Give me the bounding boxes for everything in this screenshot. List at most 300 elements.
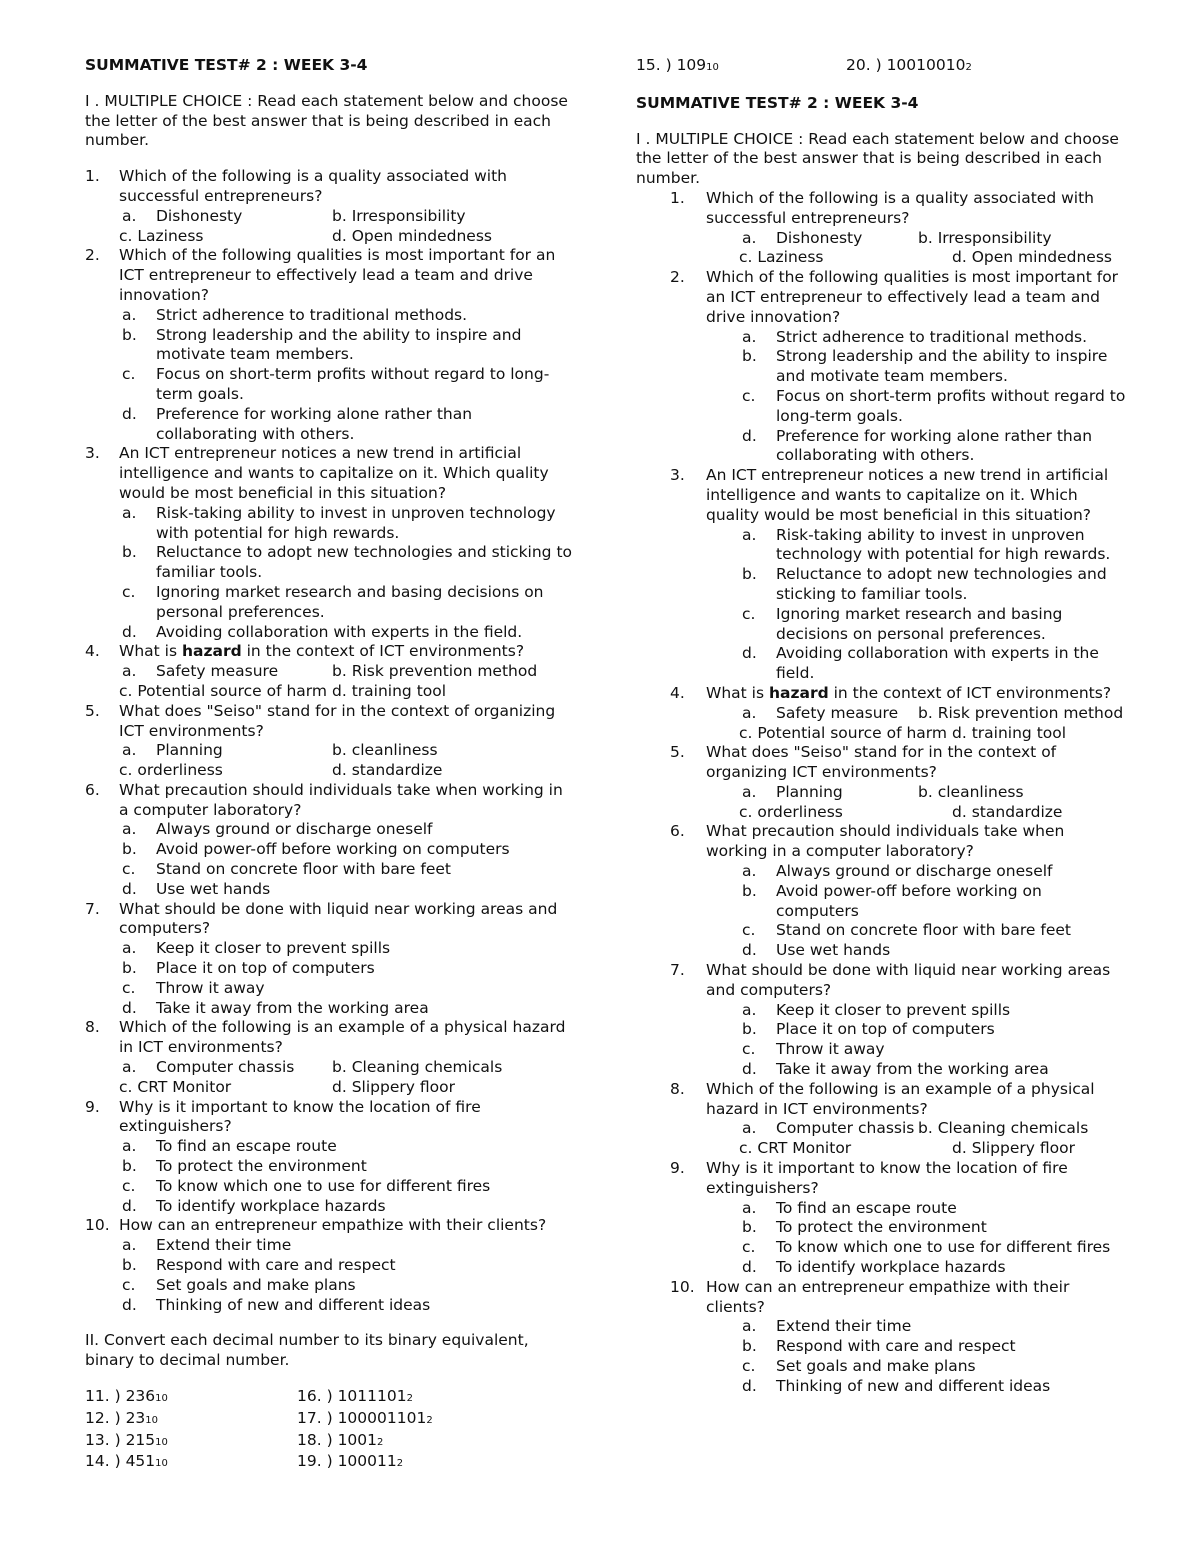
question-text-part: in the context of ICT environments? <box>241 642 525 661</box>
option-letter: d. <box>742 1060 757 1079</box>
question-number: 6. <box>85 780 100 799</box>
option-letter: a. <box>122 206 137 225</box>
conversion-base: 2 <box>406 1393 413 1404</box>
option-row <box>636 783 1126 803</box>
option-letter: b. <box>742 347 757 366</box>
option-text: orderliness <box>757 802 843 821</box>
option-text: Thinking of new and different ideas <box>156 1295 431 1314</box>
option-row <box>85 227 575 247</box>
option-text: Safety measure <box>776 703 899 722</box>
option-a <box>636 526 1126 566</box>
question-number: 5. <box>670 743 685 762</box>
question-text: Which of the following qualities is most important for an ICT entrepreneur to effectively lead a team and drive innovation? <box>706 268 1119 326</box>
option-a <box>636 328 1126 348</box>
conversion-list <box>85 1387 575 1474</box>
option-letter: d. <box>122 998 137 1017</box>
option-row <box>636 704 1126 724</box>
option-text: standardize <box>351 761 443 780</box>
question-10 <box>636 1278 1126 1318</box>
option-c <box>119 682 332 702</box>
option-letter: c. <box>119 226 133 245</box>
part2-instructions: II. Convert each decimal number to its binary equivalent, binary to decimal number. <box>85 1331 529 1370</box>
conversion-value: 236 <box>125 1387 156 1405</box>
option-c <box>85 365 575 405</box>
option-text: Ignoring market research and basing decisions on personal preferences. <box>776 604 1063 643</box>
conversion-row-top <box>636 56 1126 78</box>
conversion-item-20: 20. ) 100100102 <box>846 56 972 74</box>
option-b <box>332 207 575 227</box>
option-c <box>739 803 952 823</box>
question-5 <box>85 702 575 742</box>
option-b <box>918 229 1126 249</box>
option-row <box>85 1058 575 1078</box>
option-row <box>85 1078 575 1098</box>
option-letter: d. <box>952 1139 967 1158</box>
question-number: 3. <box>85 444 100 463</box>
option-text: Potential source of harm <box>137 681 328 700</box>
option-letter: d. <box>742 1376 757 1395</box>
option-letter: b. <box>122 1157 137 1176</box>
option-text: Strong leadership and the ability to inspire and motivate team members. <box>776 347 1108 386</box>
option-text: Laziness <box>137 226 204 245</box>
option-a <box>85 306 575 326</box>
conversion-item <box>85 1431 297 1453</box>
option-letter: b. <box>332 741 347 760</box>
option-b <box>918 1119 1126 1139</box>
question-number: 9. <box>670 1159 685 1178</box>
option-b <box>918 704 1126 724</box>
option-text: Slippery floor <box>351 1077 455 1096</box>
option-letter: b. <box>122 840 137 859</box>
option-letter: d. <box>742 426 757 445</box>
option-text: To identify workplace hazards <box>776 1258 1006 1277</box>
option-text: To find an escape route <box>156 1137 337 1156</box>
option-a <box>122 1058 332 1078</box>
option-text: Stand on concrete floor with bare feet <box>776 921 1071 940</box>
option-row <box>636 248 1126 268</box>
question-8 <box>636 1080 1126 1120</box>
conversion-item <box>85 1387 297 1409</box>
question-text: An ICT entrepreneur notices a new trend in artificial intelligence and wants to capitalize on it. Which quality would be most beneficial in this situation? <box>119 444 549 502</box>
option-letter: b. <box>742 565 757 584</box>
option-d <box>636 1377 1126 1397</box>
question-text: How can an entrepreneur empathize with their clients? <box>706 1277 1070 1316</box>
question-4 <box>85 642 575 662</box>
option-c <box>85 860 575 880</box>
option-d <box>85 1197 575 1217</box>
option-text: Strict adherence to traditional methods. <box>156 305 468 324</box>
option-b <box>918 783 1126 803</box>
question-number: 1. <box>85 167 100 186</box>
option-text: To protect the environment <box>156 1157 367 1176</box>
question-number: 10. <box>85 1216 110 1235</box>
option-text: Extend their time <box>156 1236 292 1255</box>
option-b <box>85 1157 575 1177</box>
conversion-value: 23 <box>125 1408 146 1427</box>
conversion-value: 100011 <box>337 1452 397 1471</box>
option-letter: a. <box>742 1119 757 1138</box>
option-letter: c. <box>739 723 753 742</box>
option-text: Open mindedness <box>971 248 1112 267</box>
question-number: 6. <box>670 822 685 841</box>
option-a <box>742 1119 918 1139</box>
option-row <box>636 803 1126 823</box>
option-letter: c. <box>739 802 753 821</box>
option-b <box>636 1020 1126 1040</box>
question-text: What does "Seiso" stand for in the context of organizing ICT environments? <box>119 701 556 740</box>
option-letter: a. <box>122 503 137 522</box>
option-d <box>636 427 1126 467</box>
option-a <box>122 741 332 761</box>
conversion-value: 215 <box>125 1430 156 1449</box>
option-text: Extend their time <box>776 1317 912 1336</box>
option-b <box>85 840 575 860</box>
question-text: Which of the following is an example of a physical hazard in ICT environments? <box>706 1079 1095 1118</box>
question-text: An ICT entrepreneur notices a new trend in artificial intelligence and wants to capitalize on it. Which quality would be most beneficial in this situation? <box>706 466 1109 524</box>
option-letter: a. <box>122 939 137 958</box>
question-text-part: What is <box>119 642 182 661</box>
conversion-row <box>85 1409 575 1431</box>
option-text: Avoid power-off before working on computers <box>776 881 1042 920</box>
option-c <box>739 248 952 268</box>
option-text: Set goals and make plans <box>156 1275 356 1294</box>
option-letter: a. <box>122 1058 137 1077</box>
option-text: Risk-taking ability to invest in unproven technology with potential for high rewards. <box>776 525 1111 564</box>
option-row <box>636 1139 1126 1159</box>
conversion-row <box>85 1431 575 1453</box>
option-letter: c. <box>739 1139 753 1158</box>
option-d <box>85 405 575 445</box>
option-c <box>636 1040 1126 1060</box>
option-letter: d. <box>122 1196 137 1215</box>
question-number: 8. <box>85 1018 100 1037</box>
conversion-row <box>85 1387 575 1409</box>
option-text: Planning <box>156 741 223 760</box>
option-d <box>952 803 1126 823</box>
instructions-copy: I . MULTIPLE CHOICE : Read each statement below and choose the letter of the best answer that is being described in each number. <box>636 129 1119 188</box>
option-b <box>332 741 575 761</box>
option-text: To find an escape route <box>776 1198 957 1217</box>
option-letter: d. <box>122 404 137 423</box>
option-letter: a. <box>742 862 757 881</box>
option-letter: c. <box>122 365 136 384</box>
conversion-item-15: 15. ) 10910 <box>636 56 719 74</box>
question-text: How can an entrepreneur empathize with their clients? <box>119 1216 547 1235</box>
option-d <box>636 941 1126 961</box>
option-text: CRT Monitor <box>757 1139 852 1158</box>
option-text: Avoiding collaboration with experts in the field. <box>156 622 523 641</box>
option-text: Focus on short-term profits without regard to long-term goals. <box>156 365 550 403</box>
option-c <box>85 1276 575 1296</box>
option-letter: d. <box>332 761 347 780</box>
option-letter: d. <box>952 723 967 742</box>
option-d <box>332 682 575 702</box>
option-text: Risk prevention method <box>351 662 538 681</box>
option-c <box>636 605 1126 645</box>
option-text: Ignoring market research and basing decisions on personal preferences. <box>156 582 544 621</box>
option-text: Computer chassis <box>776 1119 915 1138</box>
option-b <box>85 1256 575 1276</box>
option-text: Keep it closer to prevent spills <box>156 939 391 958</box>
question-text: Which of the following is a quality associated with successful entrepreneurs? <box>706 188 1094 227</box>
option-letter: a. <box>742 327 757 346</box>
option-letter: d. <box>952 248 967 267</box>
option-a <box>122 662 332 682</box>
option-a <box>636 1001 1126 1021</box>
option-letter: a. <box>122 820 137 839</box>
question-7 <box>85 900 575 940</box>
question-number: 7. <box>85 899 100 918</box>
conversion-number: 16. ) <box>297 1387 338 1405</box>
option-a <box>636 862 1126 882</box>
option-text: training tool <box>351 681 447 700</box>
question-list <box>85 167 575 1315</box>
option-b <box>85 959 575 979</box>
option-letter: d. <box>952 802 967 821</box>
option-letter: c. <box>119 1077 133 1096</box>
option-letter: c. <box>742 604 756 623</box>
option-row <box>85 761 575 781</box>
option-row <box>636 724 1126 744</box>
option-letter: b. <box>332 662 347 681</box>
conversion-number: 17. ) <box>297 1408 338 1427</box>
option-d <box>332 227 575 247</box>
option-c <box>636 1357 1126 1377</box>
conversion-item <box>297 1387 413 1409</box>
option-a <box>85 939 575 959</box>
option-text: Laziness <box>757 248 824 267</box>
option-text: Reluctance to adopt new technologies and sticking to familiar tools. <box>156 543 573 582</box>
option-letter: b. <box>122 325 137 344</box>
option-c <box>739 1139 952 1159</box>
conversion-base: 10 <box>155 1436 168 1448</box>
option-letter: b. <box>918 782 933 801</box>
option-text: Use wet hands <box>156 879 271 898</box>
option-letter: c. <box>122 1176 136 1195</box>
option-row <box>636 1119 1126 1139</box>
option-text: Avoiding collaboration with experts in the field. <box>776 644 1099 683</box>
option-b <box>636 1337 1126 1357</box>
conversion-value: 451 <box>125 1452 156 1471</box>
option-c <box>119 761 332 781</box>
test-title: SUMMATIVE TEST# 2 : WEEK 3-4 <box>85 56 368 74</box>
question-2 <box>85 246 575 305</box>
option-letter: a. <box>122 1236 137 1255</box>
option-c <box>85 583 575 623</box>
option-letter: c. <box>742 1238 756 1257</box>
option-b <box>636 347 1126 387</box>
option-a <box>636 1317 1126 1337</box>
option-a <box>85 1137 575 1157</box>
option-text: Respond with care and respect <box>156 1256 396 1275</box>
option-text: Place it on top of computers <box>776 1020 995 1039</box>
option-text: Potential source of harm <box>757 723 948 742</box>
question-3 <box>85 444 575 503</box>
option-letter: a. <box>742 703 757 722</box>
question-text-part: in the context of ICT environments? <box>828 683 1112 702</box>
option-letter: c. <box>119 761 133 780</box>
option-letter: c. <box>122 582 136 601</box>
option-text: Risk-taking ability to invest in unproven technology with potential for high rewards. <box>156 503 556 542</box>
question-text: What should be done with liquid near working areas and computers? <box>119 899 558 938</box>
option-letter: b. <box>332 1058 347 1077</box>
option-row <box>85 741 575 761</box>
question-text: What should be done with liquid near working areas and computers? <box>706 961 1111 999</box>
option-text: cleanliness <box>937 782 1024 801</box>
option-letter: a. <box>122 741 137 760</box>
option-text: Dishonesty <box>776 228 863 247</box>
option-text: To identify workplace hazards <box>156 1196 386 1215</box>
option-text: Place it on top of computers <box>156 959 375 978</box>
instructions: I . MULTIPLE CHOICE : Read each statement below and choose the letter of the best answer that is being described in each number. <box>85 91 568 150</box>
left-column <box>85 56 575 1474</box>
question-text <box>706 684 1111 702</box>
option-letter: c. <box>742 1040 756 1059</box>
option-d <box>85 623 575 643</box>
option-text: orderliness <box>137 761 223 780</box>
option-letter: a. <box>122 1137 137 1156</box>
question-number: 8. <box>670 1079 685 1098</box>
option-d <box>332 1078 575 1098</box>
question-number: 7. <box>670 961 685 980</box>
question-text-bold: hazard <box>768 683 829 702</box>
option-text: Respond with care and respect <box>776 1337 1016 1356</box>
option-text: Take it away from the working area <box>156 998 429 1017</box>
option-d <box>636 644 1126 684</box>
conversion-item <box>85 1452 297 1474</box>
question-1 <box>85 167 575 207</box>
question-9 <box>85 1098 575 1138</box>
option-text: Throw it away <box>776 1040 885 1059</box>
option-letter: c. <box>122 1275 136 1294</box>
question-5 <box>636 743 1126 783</box>
option-letter: c. <box>742 386 756 405</box>
question-number: 9. <box>85 1097 100 1116</box>
option-text: Use wet hands <box>776 941 891 960</box>
option-letter: b. <box>122 1256 137 1275</box>
question-text: What precaution should individuals take when working in a computer laboratory? <box>119 780 563 819</box>
option-letter: b. <box>918 703 933 722</box>
option-text: Cleaning chemicals <box>937 1119 1089 1138</box>
question-7 <box>636 961 1126 1001</box>
question-6 <box>636 822 1126 862</box>
option-letter: a. <box>742 782 757 801</box>
option-text: Risk prevention method <box>937 703 1124 722</box>
option-b <box>636 882 1126 922</box>
option-text: Safety measure <box>156 662 279 681</box>
option-text: Reluctance to adopt new technologies and sticking to familiar tools. <box>776 565 1107 603</box>
option-b <box>85 326 575 366</box>
option-text: Dishonesty <box>156 206 243 225</box>
option-a <box>742 782 918 803</box>
option-letter: d. <box>742 644 757 663</box>
option-a <box>742 703 918 724</box>
question-9 <box>636 1159 1126 1199</box>
option-c <box>739 724 952 744</box>
option-d <box>952 248 1126 268</box>
option-d <box>952 724 1126 744</box>
option-b <box>332 1058 575 1078</box>
option-letter: b. <box>742 1337 757 1356</box>
question-8 <box>85 1018 575 1058</box>
option-text: Irresponsibility <box>937 228 1052 247</box>
question-list-copy <box>636 189 1126 1397</box>
question-10 <box>85 1216 575 1236</box>
option-letter: c. <box>742 1357 756 1375</box>
conversion-base: 10 <box>155 1393 168 1404</box>
question-text <box>119 642 524 660</box>
option-letter: a. <box>742 1198 757 1217</box>
question-3 <box>636 466 1126 525</box>
option-letter: d. <box>122 879 137 898</box>
option-letter: b. <box>918 1119 933 1138</box>
option-letter: b. <box>918 228 933 247</box>
conversion-base: 2 <box>377 1436 384 1448</box>
option-letter: c. <box>739 248 753 267</box>
conversion-item <box>297 1452 403 1474</box>
question-text: Which of the following is a quality associated with successful entrepreneurs? <box>119 167 507 205</box>
option-letter: d. <box>332 226 347 245</box>
question-text: Which of the following qualities is most important for an ICT entrepreneur to effectively lead a team and drive innovation? <box>119 246 556 304</box>
option-text: Always ground or discharge oneself <box>776 862 1053 881</box>
option-letter: d. <box>742 941 757 960</box>
option-text: Set goals and make plans <box>776 1357 976 1375</box>
option-letter: b. <box>332 206 347 225</box>
option-text: training tool <box>971 723 1067 742</box>
option-d <box>952 1139 1126 1159</box>
option-c <box>119 227 332 247</box>
option-text: Open mindedness <box>351 226 492 245</box>
question-number: 5. <box>85 701 100 720</box>
option-a <box>636 1199 1126 1219</box>
option-b <box>332 662 575 682</box>
conversion-base: 2 <box>426 1414 433 1426</box>
question-text-bold: hazard <box>181 642 242 661</box>
option-a <box>122 206 332 227</box>
conversion-item <box>85 1409 297 1431</box>
option-text: To know which one to use for different fires <box>156 1176 491 1195</box>
conversion-value: 1011101 <box>337 1387 407 1405</box>
question-text: Why is it important to know the location of fire extinguishers? <box>119 1097 481 1136</box>
option-text: To know which one to use for different fires <box>776 1238 1111 1257</box>
option-letter: c. <box>122 978 136 997</box>
option-d <box>85 880 575 900</box>
option-text: cleanliness <box>351 741 438 760</box>
question-1 <box>636 189 1126 229</box>
conversion-base: 10 <box>155 1458 168 1470</box>
option-letter: c. <box>742 921 756 940</box>
option-letter: a. <box>122 305 137 324</box>
option-letter: d. <box>332 681 347 700</box>
option-text: Strong leadership and the ability to inspire and motivate team members. <box>156 325 522 364</box>
conversion-base: 2 <box>396 1458 404 1470</box>
option-letter: b. <box>122 959 137 978</box>
option-text: Keep it closer to prevent spills <box>776 1000 1011 1019</box>
option-d <box>636 1258 1126 1278</box>
option-text: Focus on short-term profits without regard to long-term goals. <box>776 386 1126 425</box>
conversion-number: 11. ) <box>85 1387 126 1405</box>
conversion-number: 12. ) <box>85 1408 126 1427</box>
question-text: Which of the following is an example of a physical hazard in ICT environments? <box>119 1018 566 1057</box>
conversion-number: 13. ) <box>85 1430 126 1449</box>
question-text: Why is it important to know the location of fire extinguishers? <box>706 1159 1068 1197</box>
option-letter: b. <box>742 1218 757 1237</box>
option-letter: d. <box>332 1077 347 1096</box>
option-row <box>85 682 575 702</box>
option-a <box>85 504 575 544</box>
option-text: CRT Monitor <box>137 1077 232 1096</box>
option-letter: b. <box>742 1020 757 1039</box>
